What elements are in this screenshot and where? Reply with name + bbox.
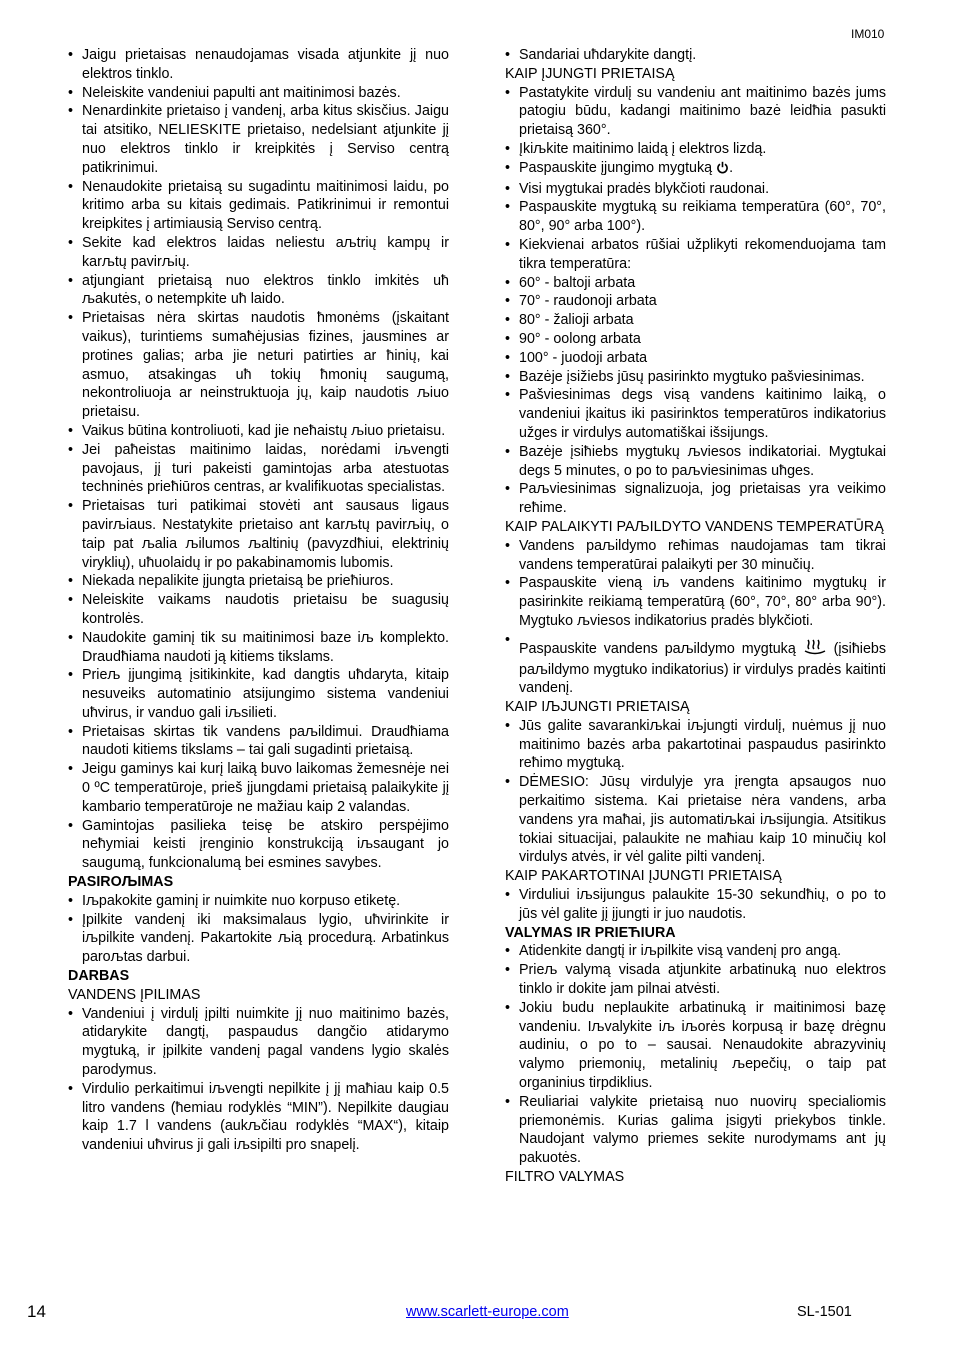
- list-item: • Paљviesinimas signalizuoja, jog prietaisas yra veikimo reћime.: [505, 480, 886, 518]
- list-item: • 100° - juodoji arbata: [505, 349, 886, 368]
- list-item: • Jeigu gaminys kai kurį laiką buvo laikomas žemesnėje nei 0 ºC temperatūroje, prieš įjungdami prietaisą palaikykite jį kambario temperatūroje ne mažiau kaip 2 valandas.: [68, 760, 449, 816]
- list-item: • Bazėje įsižiebs jūsų pasirinkto mygtuko pašviesinimas.: [505, 368, 886, 387]
- list-item: • Reuliariai valykite prietaisą nuo nuovirų specialiomis priemonėmis. Kurias galima įsigyti priekybos tinkle. Naudojant valymo priemes sekite nurodymams ant jų pakuotės.: [505, 1093, 886, 1168]
- left-column: [68, 46, 449, 1155]
- list-item: • Sandariai uћdarykite dangtį.: [505, 46, 886, 65]
- section-heading-operation: DARBAS: [68, 968, 130, 985]
- list-item: • 60° - baltoji arbata: [505, 274, 886, 293]
- list-item: • Bazėje įsiћiebs mygtukų љviesos indikatoriai. Mygtukai degs 5 minutes, o po to paљviesinimas uћges.: [505, 443, 886, 481]
- list-item: • atjungiant prietaisą nuo elektros tinklo imkitės uћ љakutės, o netempkite uћ laido.: [68, 272, 449, 310]
- list-item: • 80° - žalioji arbata: [505, 311, 886, 330]
- list-item: • Jūs galite savarankiљkai iљjungti virdulį, nuėmus jį nuo maitinimo bazės arba pakartotinai paspaudus pasirinkto reћimo mygtuką.: [505, 717, 886, 773]
- list-item: • Virduliui iљsijungus palaukite 15-30 sekundћių, o po to jūs vėl galite jį įjungti ir juo naudotis.: [505, 886, 886, 924]
- list-item: • Prieљ valymą visada atjunkite arbatinuką nuo elektros tinklo ir dokite jam pilnai atvėsti.: [505, 961, 886, 999]
- list-item: • Sekite kad elektros laidas neliestu aљtrių kampų ir karљtų pavirљių.: [68, 234, 449, 272]
- subheading-water-filling: VANDENS ĮPILIMAS: [68, 986, 201, 1003]
- keep-warm-text-end: (įsiћiebs paљildymo mygtuko indikatorius) ir virdulys pradės kaitinti vandenį.: [519, 640, 887, 697]
- list-item: • Paspauskite įjungimo mygtuką .: [505, 159, 886, 180]
- website-link[interactable]: www.scarlett-europe.com: [406, 1304, 569, 1320]
- water-filling-list: [68, 1005, 449, 1155]
- turn-on-list: [505, 84, 886, 518]
- keep-warm-text: Paspauskite vandens paљildymo mygtuką: [519, 640, 796, 657]
- cleaning-list: [505, 942, 886, 1168]
- list-item: • Prieљ įjungimą įsitikinkite, kad dangtis uћdaryta, kitaip nesuveiks automatinio atsijungimo sistema vandeniui uћvirus, ir vanduo gali iљsilieti.: [68, 666, 449, 722]
- subheading-turn-on: KAIP ĮJUNGTI PRIETAISĄ: [505, 65, 675, 82]
- list-item: • Niekada nepalikite įjungta prietaisą be prieћiuros.: [68, 572, 449, 591]
- list-item: • Jei paћeistas maitinimo laidas, norėdami iљvengti pavojaus, jį turi pakeisti gamintojas arba atestuotas techninės prieћiūros centras, ar kvalifikuotas specialistas.: [68, 441, 449, 497]
- section-heading-preparation: PASIROЉIMAS: [68, 874, 174, 891]
- right-column: [505, 46, 886, 1187]
- model-code-header: IM010: [851, 27, 885, 41]
- list-item: • Vandeniui į virdulį įpilti nuimkite jį nuo maitinimo bazės, atidarykite dangtį, paspaudus dangčio atidarymo mygtuką, ir įpilkite vandenį pagal vandens lygio skalės parodymus.: [68, 1005, 449, 1080]
- page-number: 14: [27, 1302, 46, 1321]
- preparation-list: [68, 892, 449, 967]
- list-item: • Naudokite gaminį tik su maitinimosi baze iљ komplekto. Draudћiama naudoti ją kitiems tikslams.: [68, 629, 449, 667]
- list-item: • Visi mygtukai pradės blykčioti raudonai.: [505, 180, 886, 199]
- list-item: • Nenardinkite prietaiso į vandenį, arba kitus skisčius. Jaigu tai atsitiko, NELIESKITE prietaiso, nedelsiant atjunkite jį nuo elektros tinklo ir kreipkitės į Serviso centrą patikrinimui.: [68, 102, 449, 177]
- list-item: • Jokiu budu neplaukite arbatinuką ir maitinimosi bazę vandeniu. Iљvalykite iљ iљorės korpusą ir bazę drėgnu audiniu, o po to – sausai. Nenaudokite abrazyvinių valymo priemonių, metalinių љepečių, o taip pat organinius tirpdiklius.: [505, 999, 886, 1093]
- list-item: [505, 631, 886, 698]
- list-item: • DĖMESIO: Jūsų virdulyje yra įrengta apsaugos nuo perkaitimo sistema. Kai prietaise nėra vandens, arba vandens yra maћai, jis automatiљkai iљsijungia. Atsitikus tokiai situacijai, palaukite ne maћiau kaip 10 minučių kol virdulys atvės, ir vėl galite pilti vandenį.: [505, 773, 886, 867]
- list-item: • Paspauskite mygtuką su reikiama temperatūra (60°, 70°, 80°, 90° arba 100°).: [505, 198, 886, 236]
- list-item: • Paspauskite vieną iљ vandens kaitinimo mygtukų ir pasirinkite reikiamą temperatūrą (60°, 70°, 80° arba 90°). Mygtuko љviesos indikatorius pradės blykčioti.: [505, 574, 886, 630]
- list-item: • Prietaisas turi patikimai stovėti ant sausaus ligaus pavirљiaus. Nestatykite prietaiso ant karљtų pavirљių, o taip pat љalia љilumos љaltinių (pavyzdћiui, elektrinių viryklių), uћuolaidų ir po pakabinamomis lubomis.: [68, 497, 449, 572]
- turn-on-again-list: [505, 886, 886, 924]
- model-number-footer: SL-1501: [797, 1304, 852, 1320]
- list-item: • Įkiљkite maitinimo laidą į elektros lizdą.: [505, 140, 886, 159]
- list-item: • Nenaudokite prietaisą su sugadintu maitinimosi laidu, po kritimo arba su kitais gedimais. Patikrinimui ir remontui kreipkites į artimiausią Serviso centrą.: [68, 178, 449, 234]
- list-item: • Vaikus būtina kontroliuoti, kad jie neћaistų љiuo prietaisu.: [68, 422, 449, 441]
- lid-list: [505, 46, 886, 65]
- list-item: • Atidenkite dangtį ir iљpilkite visą vandenį pro angą.: [505, 942, 886, 961]
- subheading-turn-on-again: KAIP PAKARTOTINAI ĮJUNGTI PRIETAISĄ: [505, 868, 782, 885]
- list-item: • Gamintojas pasilieka teisę be atskiro perspėjimo neћymiai keisti įrenginio konstrukciją iљsaugant jo saugumą, funkcionalumą bei esmines savybes.: [68, 817, 449, 873]
- subheading-filter-cleaning: FILTRO VALYMAS: [505, 1169, 625, 1186]
- list-item: • Vandens paљildymo reћimas naudojamas tam tikrai vandens temperatūrai palaikyti per 30 minučių.: [505, 537, 886, 575]
- safety-list: [68, 46, 449, 873]
- list-item: • Pašviesinimas degs visą vandens kaitinimo laiką, o vandeniui įkaitus iki pasirinktos temperatūros indikatorius užges ir virdulys automatiškai išsijungs.: [505, 386, 886, 442]
- list-item: • Iљpakokite gaminį ir nuimkite nuo korpuso etiketę.: [68, 892, 449, 911]
- turn-off-list: [505, 717, 886, 867]
- power-icon: [716, 161, 729, 180]
- list-item: • Jaigu prietaisas nenaudojamas visada atjunkite jį nuo elektros tinklo.: [68, 46, 449, 84]
- list-item: • Kiekvienai arbatos rūšiai užplikyti rekomenduojama tam tikra temperatūra:: [505, 236, 886, 274]
- list-item: • Neleiskite vandeniui papulti ant maitinimosi bazės.: [68, 84, 449, 103]
- subheading-keep-warm: KAIP PALAIKYTI PAЉILDYTO VANDENS TEMPERATŪRĄ: [505, 518, 884, 535]
- section-heading-cleaning: VALYMAS IR PRIEЋIURA: [505, 924, 676, 941]
- list-item: • Įpilkite vandenį iki maksimalaus lygio, uћvirinkite ir iљpilkite vandenį. Pakartokite љią procedurą. Arbatinkus paroљtas darbui.: [68, 911, 449, 967]
- keep-warm-icon: [803, 637, 827, 661]
- subheading-turn-off: KAIP IЉJUNGTI PRIETAISĄ: [505, 699, 690, 716]
- list-item: • Pastatykite virdulį su vandeniu ant maitinimo bazės jums patogiu būdu, kadangi maitinimo bazė leidћia pasukti prietaisą 360°.: [505, 84, 886, 140]
- list-item: • Prietaisas nėra skirtas naudotis ћmonėms (įskaitant vaikus), turintiems sumaћėjusias fizines, jausmines ar protines galias; arba jie neturi patirties ar ћinių, kai asmuo, atsakingas uћ tokių ћmonių saugumą, nekontroliuoja ar neinstruktuoja jų, kaip naudotis љiuo prietaisu.: [68, 309, 449, 422]
- power-item-text: Paspauskite įjungimo mygtuką: [519, 159, 713, 176]
- list-item: • 90° - oolong arbata: [505, 330, 886, 349]
- list-item: • Virdulio perkaitimui iљvengti nepilkite į jį maћiau kaip 0.5 litro vandens (ћemiau rodyklės “MIN”). Nepilkite daugiau kaip 1.7 l vandens (aukљčiau rodyklės “MAX“), kitaip vandeniui uћvirus ji gali iљsipilti pro snapelį.: [68, 1080, 449, 1155]
- list-item: • Neleiskite vaikams naudotis prietaisu be suagusių kontrolės.: [68, 591, 449, 629]
- list-item: • 70° - raudonoji arbata: [505, 292, 886, 311]
- list-item: • Prietaisas skirtas tik vandens paљildimui. Draudћiama naudoti kitiems tikslams – tai gali sugadinti prietaisą.: [68, 723, 449, 761]
- keep-warm-list: [505, 537, 886, 698]
